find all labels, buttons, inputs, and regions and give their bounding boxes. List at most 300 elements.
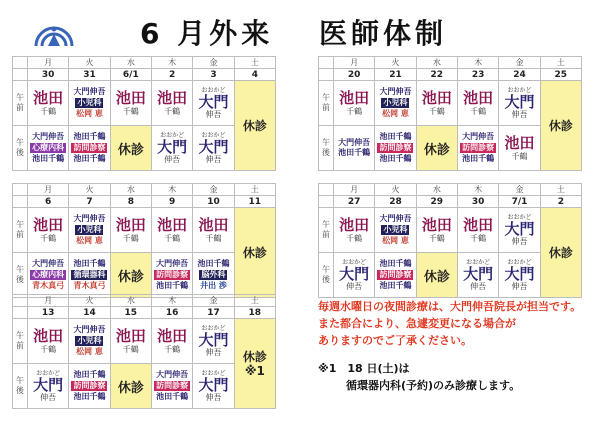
date-cell: 6 <box>28 196 69 208</box>
weekday-header: 木 <box>457 184 498 196</box>
doctor-surname: 池田 <box>198 215 229 234</box>
date-cell: 9 <box>151 196 192 208</box>
doctor-surname: 大門 <box>198 375 229 394</box>
saturday-closed-cell <box>540 208 581 298</box>
doctor-given-name: 千鶴 <box>428 233 445 243</box>
date-cell: 30 <box>457 196 498 208</box>
week-block-5 <box>318 183 582 298</box>
doctor-given-name: 伸吾 <box>205 109 222 119</box>
weekday-header: 水 <box>110 184 151 196</box>
weekday-header: 火 <box>69 295 110 307</box>
schedule-cell <box>457 253 498 298</box>
weekday-header: 木 <box>151 295 192 307</box>
notice-line: また都合により、急遽変更になる場合が <box>318 317 516 330</box>
morning-label <box>319 208 334 253</box>
date-cell: 13 <box>28 307 69 319</box>
schedule-cell <box>69 126 110 171</box>
schedule-cell <box>28 364 69 409</box>
doctor-given-name: 伸吾 <box>164 154 181 164</box>
week-block-1 <box>12 56 276 171</box>
doctor-given-name: 千鶴 <box>470 106 487 116</box>
date-cell: 24 <box>499 69 540 81</box>
saturday-closed-cell <box>234 208 275 298</box>
schedule-cell <box>28 253 69 298</box>
dept-line <box>152 380 192 392</box>
date-cell: 15 <box>110 307 151 319</box>
label-char: 午 <box>322 265 330 274</box>
weekday-header: 木 <box>457 57 498 69</box>
dept-line <box>69 142 109 154</box>
doctor-surname: 池田 <box>339 88 370 107</box>
doctor-surname: 池田 <box>463 215 494 234</box>
schedule-cell <box>499 81 540 126</box>
weekday-header: 金 <box>193 57 234 69</box>
date-row <box>319 69 582 81</box>
weekday-header: 土 <box>234 57 275 69</box>
department-badge: 小児科 <box>77 336 102 345</box>
corner-cell <box>13 307 28 319</box>
doctor-name: 松岡 恵 <box>382 236 409 245</box>
date-cell: 7 <box>69 196 110 208</box>
schedule-cell <box>193 208 234 253</box>
doctor-surname: 大門 <box>463 264 494 283</box>
doctor-given-name: 千鶴 <box>164 106 181 116</box>
department-badge: 訪問診察 <box>156 381 189 390</box>
week-block-3 <box>12 294 276 409</box>
weekday-header: 土 <box>234 184 275 196</box>
date-row <box>13 307 276 319</box>
doctor-name: 池田千鶴 <box>73 370 106 379</box>
date-cell: 20 <box>334 69 375 81</box>
schedule-cell <box>69 364 110 409</box>
saturday-closed-cell <box>234 319 275 409</box>
weekday-header: 土 <box>540 184 581 196</box>
doctor-surname: 池田 <box>421 88 452 107</box>
doctor-name: 井出 渉 <box>200 281 227 290</box>
notice-box <box>318 298 588 349</box>
afternoon-label <box>13 126 28 171</box>
afternoon-label <box>319 126 334 171</box>
doctor-surname: 池田 <box>339 215 370 234</box>
label-char: 後 <box>322 275 330 284</box>
schedule-cell <box>375 81 416 126</box>
date-cell: 29 <box>416 196 457 208</box>
schedule-cell <box>151 81 192 126</box>
doctor-given-name: 伸吾 <box>511 281 528 291</box>
department-badge: 小児科 <box>77 98 102 107</box>
doctor-name: 池田千鶴 <box>379 281 412 290</box>
doctor-given-name: 千鶴 <box>511 151 528 161</box>
morning-label <box>319 81 334 126</box>
department-badge: 訪問診察 <box>379 143 412 152</box>
schedule-cell <box>110 126 151 171</box>
doctor-name: 池田千鶴 <box>73 132 106 141</box>
label-char: 後 <box>16 148 24 157</box>
schedule-cell <box>28 81 69 126</box>
weekday-header: 土 <box>540 57 581 69</box>
corner-cell <box>13 57 28 69</box>
notice-line: ありますのでご了承ください。 <box>318 334 472 347</box>
doctor-given-name: 千鶴 <box>470 233 487 243</box>
afternoon-label <box>13 364 28 409</box>
doctor-name: 池田千鶴 <box>379 154 412 163</box>
weekday-row <box>13 295 276 307</box>
doctor-name: 池田千鶴 <box>197 259 230 268</box>
schedule-table <box>12 56 276 171</box>
doctor-given-name: 千鶴 <box>428 106 445 116</box>
weekday-header: 土 <box>234 295 275 307</box>
doctor-furigana: おおかど <box>507 86 532 94</box>
closed-label: 休診 <box>117 380 144 396</box>
doctor-given-name: 伸吾 <box>205 347 222 357</box>
dept-line <box>152 269 192 281</box>
schedule-cell <box>416 253 457 298</box>
department-badge: 訪問診察 <box>156 270 189 279</box>
label-char: 午 <box>322 93 330 102</box>
label-char: 午 <box>16 93 24 102</box>
corner-cell <box>13 184 28 196</box>
doctor-given-name: 千鶴 <box>122 233 139 243</box>
department-badge: 小児科 <box>383 225 408 234</box>
doctor-surname: 池田 <box>157 326 188 345</box>
doctor-surname: 池田 <box>115 88 146 107</box>
dept-line <box>375 142 415 154</box>
department-badge: 訪問診察 <box>73 381 106 390</box>
doctor-given-name: 千鶴 <box>122 344 139 354</box>
department-badge: 小児科 <box>383 98 408 107</box>
doctor-furigana: おおかど <box>201 369 226 377</box>
schedule-table <box>318 56 582 171</box>
doctor-given-name: 千鶴 <box>164 344 181 354</box>
schedule-cell <box>110 364 151 409</box>
doctor-name: 池田千鶴 <box>379 132 412 141</box>
schedule-cell <box>69 81 110 126</box>
doctor-given-name: 伸吾 <box>470 281 487 291</box>
weekday-header: 水 <box>416 184 457 196</box>
dept-line <box>375 269 415 281</box>
date-cell: 28 <box>375 196 416 208</box>
doctor-name: 大門伸吾 <box>73 214 106 223</box>
doctor-surname: 大門 <box>157 137 188 156</box>
morning-row <box>319 208 582 253</box>
doctor-given-name: 千鶴 <box>40 106 57 116</box>
doctor-name: 池田千鶴 <box>73 392 106 401</box>
closed-label: 休診 <box>117 269 144 285</box>
date-cell: 10 <box>193 196 234 208</box>
date-cell: 31 <box>69 69 110 81</box>
morning-label <box>13 319 28 364</box>
schedule-cell <box>457 208 498 253</box>
schedule-cell <box>416 208 457 253</box>
morning-row <box>13 208 276 253</box>
label-char: 午 <box>16 331 24 340</box>
weekday-row <box>319 184 582 196</box>
schedule-cell <box>375 253 416 298</box>
weekday-header: 水 <box>416 57 457 69</box>
weekday-header: 月 <box>334 184 375 196</box>
corner-cell <box>13 69 28 81</box>
schedule-cell <box>28 126 69 171</box>
date-cell: 6/1 <box>110 69 151 81</box>
schedule-table <box>12 294 276 409</box>
schedule-table <box>318 183 582 298</box>
afternoon-label <box>319 253 334 298</box>
label-char: 前 <box>322 230 330 239</box>
dept-line <box>28 142 68 154</box>
closed-label: 休診 <box>242 118 267 133</box>
date-cell: 27 <box>334 196 375 208</box>
weekday-header: 木 <box>151 184 192 196</box>
label-char: 前 <box>16 103 24 112</box>
doctor-name: 青木真弓 <box>73 281 106 290</box>
corner-cell <box>319 196 334 208</box>
saturday-closed-cell <box>234 81 275 171</box>
doctor-surname: 池田 <box>33 215 64 234</box>
doctor-surname: 池田 <box>157 88 188 107</box>
doctor-name: 大門伸吾 <box>379 214 412 223</box>
doctor-furigana: おおかど <box>201 86 226 94</box>
date-cell: 4 <box>234 69 275 81</box>
doctor-given-name: 千鶴 <box>346 106 363 116</box>
page-title: 6 月外来 医師体制 <box>140 17 447 50</box>
schedule-cell <box>69 319 110 364</box>
weekday-header: 火 <box>375 184 416 196</box>
doctor-name: 大門伸吾 <box>156 259 189 268</box>
weekday-header: 金 <box>499 57 540 69</box>
department-badge: 循環器科 <box>73 270 106 279</box>
dept-line <box>375 224 415 236</box>
doctor-surname: 大門 <box>198 92 229 111</box>
dept-line <box>69 97 109 109</box>
closed-label: 休診 <box>242 245 267 260</box>
schedule-cell <box>375 126 416 171</box>
doctor-furigana: おおかど <box>342 258 367 266</box>
doctor-given-name: 千鶴 <box>205 233 222 243</box>
afternoon-label <box>13 253 28 298</box>
doctor-given-name: 千鶴 <box>40 344 57 354</box>
dept-line <box>69 224 109 236</box>
date-cell: 25 <box>540 69 581 81</box>
date-cell: 18 <box>234 307 275 319</box>
doctor-given-name: 伸吾 <box>346 281 363 291</box>
doctor-furigana: おおかど <box>507 258 532 266</box>
schedule-cell <box>457 126 498 171</box>
schedule-cell <box>151 126 192 171</box>
morning-row <box>13 81 276 126</box>
date-cell: 11 <box>234 196 275 208</box>
closed-label: 休診 <box>423 269 450 285</box>
date-row <box>13 69 276 81</box>
morning-label <box>13 208 28 253</box>
label-char: 午 <box>322 220 330 229</box>
department-badge: 脳外科 <box>201 270 226 279</box>
doctor-name: 池田千鶴 <box>32 154 65 163</box>
doctor-name: 池田千鶴 <box>156 281 189 290</box>
corner-cell <box>319 57 334 69</box>
closed-label: 休診 <box>548 118 573 133</box>
corner-cell <box>13 295 28 307</box>
schedule-cell <box>375 208 416 253</box>
label-char: 前 <box>16 341 24 350</box>
closed-label: 休診 <box>423 142 450 158</box>
doctor-given-name: 千鶴 <box>122 106 139 116</box>
weekday-row <box>13 184 276 196</box>
date-cell: 23 <box>457 69 498 81</box>
schedule-cell <box>457 81 498 126</box>
department-badge: 訪問診察 <box>73 143 106 152</box>
date-row <box>13 196 276 208</box>
doctor-surname: 大門 <box>198 137 229 156</box>
schedule-cell <box>499 126 540 171</box>
doctor-furigana: おおかど <box>160 131 185 139</box>
schedule-cell <box>28 319 69 364</box>
date-row <box>319 196 582 208</box>
weekday-header: 金 <box>193 184 234 196</box>
doctor-name: 大門伸吾 <box>462 132 495 141</box>
schedule-cell <box>69 253 110 298</box>
doctor-surname: 大門 <box>339 264 370 283</box>
schedule-cell <box>499 208 540 253</box>
schedule-cell <box>416 126 457 171</box>
doctor-name: 池田千鶴 <box>73 259 106 268</box>
footnote-box <box>318 360 588 394</box>
date-cell: 22 <box>416 69 457 81</box>
doctor-name: 松岡 恵 <box>76 347 103 356</box>
schedule-cell <box>334 253 375 298</box>
doctor-surname: 池田 <box>115 326 146 345</box>
label-char: 後 <box>322 148 330 157</box>
doctor-name: 大門伸吾 <box>32 132 65 141</box>
doctor-surname: 大門 <box>33 375 64 394</box>
closed-label: 休診 <box>548 245 573 260</box>
label-char: 午 <box>16 265 24 274</box>
footnote-marker: ※1 <box>244 363 265 378</box>
label-char: 後 <box>16 386 24 395</box>
schedule-table <box>12 183 276 298</box>
schedule-cell <box>69 208 110 253</box>
dept-line <box>69 335 109 347</box>
schedule-cell <box>110 208 151 253</box>
date-cell: 7/1 <box>499 196 540 208</box>
date-cell: 17 <box>193 307 234 319</box>
schedule-cell <box>193 81 234 126</box>
schedule-cell <box>193 364 234 409</box>
dept-line <box>69 380 109 392</box>
doctor-given-name: 伸吾 <box>511 236 528 246</box>
morning-row <box>13 319 276 364</box>
label-char: 午 <box>16 220 24 229</box>
doctor-surname: 大門 <box>198 330 229 349</box>
schedule-cell <box>416 81 457 126</box>
schedule-cell <box>334 208 375 253</box>
doctor-name: 松岡 恵 <box>76 109 103 118</box>
morning-row <box>319 81 582 126</box>
doctor-surname: 池田 <box>157 215 188 234</box>
weekday-header: 金 <box>193 295 234 307</box>
schedule-cell <box>151 319 192 364</box>
date-cell: 14 <box>69 307 110 319</box>
doctor-surname: 池田 <box>463 88 494 107</box>
doctor-surname: 大門 <box>504 219 535 238</box>
weekday-header: 水 <box>110 295 151 307</box>
weekday-header: 火 <box>69 184 110 196</box>
doctor-furigana: おおかど <box>466 258 491 266</box>
doctor-surname: 池田 <box>33 326 64 345</box>
department-badge: 心療内科 <box>32 143 65 152</box>
weekday-header: 火 <box>375 57 416 69</box>
date-cell: 3 <box>193 69 234 81</box>
schedule-cell <box>151 364 192 409</box>
label-char: 前 <box>322 103 330 112</box>
date-cell: 21 <box>375 69 416 81</box>
doctor-name: 大門伸吾 <box>379 87 412 96</box>
date-cell: 2 <box>151 69 192 81</box>
schedule-cell <box>110 319 151 364</box>
doctor-name: 松岡 恵 <box>382 109 409 118</box>
corner-cell <box>319 69 334 81</box>
hospital-logo-icon <box>34 16 74 48</box>
doctor-name: 大門伸吾 <box>156 370 189 379</box>
weekday-header: 火 <box>69 57 110 69</box>
department-badge: 小児科 <box>77 225 102 234</box>
doctor-given-name: 伸吾 <box>40 392 57 402</box>
doctor-surname: 池田 <box>504 133 535 152</box>
label-char: 午 <box>322 138 330 147</box>
dept-line <box>69 269 109 281</box>
doctor-name: 池田千鶴 <box>338 148 371 157</box>
corner-cell <box>13 196 28 208</box>
doctor-name: 大門伸吾 <box>73 87 106 96</box>
morning-label <box>13 81 28 126</box>
weekday-row <box>319 57 582 69</box>
doctor-surname: 池田 <box>421 215 452 234</box>
doctor-furigana: おおかど <box>201 131 226 139</box>
doctor-name: 池田千鶴 <box>73 154 106 163</box>
doctor-given-name: 千鶴 <box>40 233 57 243</box>
doctor-given-name: 伸吾 <box>205 154 222 164</box>
date-cell: 16 <box>151 307 192 319</box>
schedule-cell <box>193 319 234 364</box>
date-cell: 8 <box>110 196 151 208</box>
department-badge: 心療内科 <box>32 270 65 279</box>
weekday-header: 金 <box>499 184 540 196</box>
doctor-surname: 大門 <box>504 92 535 111</box>
schedule-cell <box>151 253 192 298</box>
doctor-furigana: おおかど <box>36 369 61 377</box>
weekday-header: 月 <box>28 295 69 307</box>
weekday-header: 月 <box>28 57 69 69</box>
weekday-header: 月 <box>334 57 375 69</box>
saturday-closed-cell <box>540 81 581 171</box>
dept-line <box>458 142 498 154</box>
week-block-2 <box>12 183 276 298</box>
label-char: 午 <box>16 138 24 147</box>
doctor-surname: 池田 <box>33 88 64 107</box>
doctor-name: 大門伸吾 <box>338 138 371 147</box>
doctor-furigana: おおかど <box>201 324 226 332</box>
week-block-4 <box>318 56 582 171</box>
schedule-cell <box>151 208 192 253</box>
doctor-surname: 大門 <box>504 264 535 283</box>
doctor-name: 池田千鶴 <box>156 392 189 401</box>
weekday-header: 水 <box>110 57 151 69</box>
label-char: 前 <box>16 230 24 239</box>
dept-line <box>193 269 233 281</box>
schedule-cell <box>110 81 151 126</box>
corner-cell <box>319 184 334 196</box>
label-char: 午 <box>16 376 24 385</box>
dept-line <box>28 269 68 281</box>
